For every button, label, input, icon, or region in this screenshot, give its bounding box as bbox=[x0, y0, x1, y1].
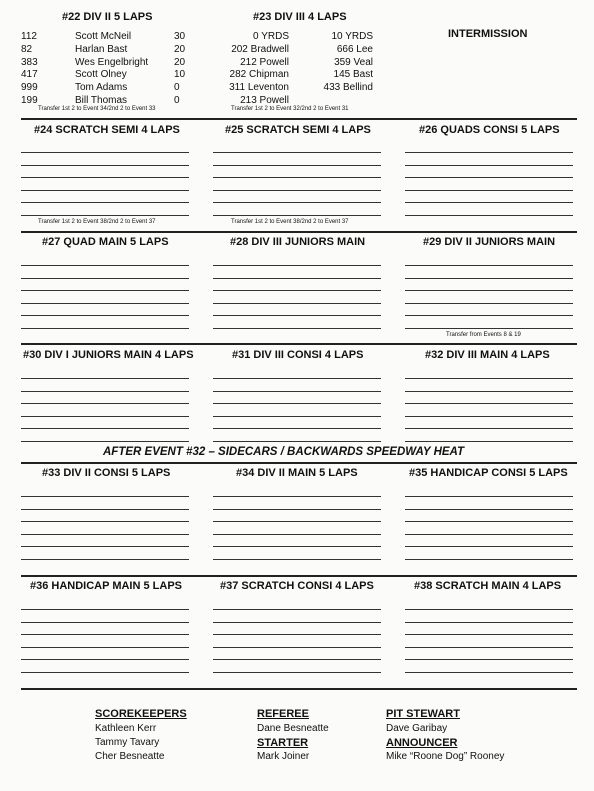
entry-line bbox=[213, 152, 381, 153]
event-23-rider: 359 Veal bbox=[334, 56, 373, 68]
starter-name: Mark Joiner bbox=[257, 751, 310, 762]
event-22-name: Bill Thomas bbox=[75, 95, 128, 106]
event-22-pts: 10 bbox=[174, 69, 186, 81]
referee-heading: REFEREE bbox=[257, 708, 309, 720]
entry-line bbox=[405, 403, 573, 404]
event-22-num: 82 bbox=[21, 43, 33, 55]
section-divider bbox=[21, 575, 577, 577]
entry-line bbox=[405, 672, 573, 673]
entry-line bbox=[405, 416, 573, 417]
entry-line bbox=[213, 403, 381, 404]
section-divider bbox=[21, 343, 577, 345]
after-event-notice: AFTER EVENT #32 – SIDECARS / BACKWARDS SPEEDWAY HEAT bbox=[103, 446, 465, 458]
event-23-rider: 10 YRDS bbox=[331, 31, 373, 42]
event-22-name: Tom Adams bbox=[75, 82, 128, 94]
entry-line bbox=[405, 609, 573, 610]
entry-line bbox=[21, 403, 189, 404]
scorekeeper-name: Cher Besneatte bbox=[95, 751, 165, 762]
entry-line bbox=[405, 265, 573, 266]
entry-line bbox=[213, 647, 381, 648]
entry-line bbox=[405, 391, 573, 392]
entry-line bbox=[21, 391, 189, 392]
event-23-rider: 282 Chipman bbox=[229, 69, 289, 81]
entry-line bbox=[213, 634, 381, 635]
event-23-rider: 213 Powell bbox=[240, 95, 289, 106]
event-23-rider: 212 Powell bbox=[240, 56, 289, 68]
entry-line bbox=[405, 190, 573, 191]
entry-line bbox=[213, 315, 381, 316]
entry-line bbox=[405, 659, 573, 660]
event-23-rider: 666 Lee bbox=[336, 43, 373, 55]
entry-line bbox=[213, 328, 381, 329]
event-22-pts: 0 bbox=[174, 82, 180, 94]
entry-line bbox=[213, 521, 381, 522]
event-22-num: 199 bbox=[21, 95, 38, 106]
event-31-title: #31 DIV III CONSI 4 LAPS bbox=[232, 349, 364, 361]
entry-line bbox=[405, 215, 573, 216]
event-25-title: #25 SCRATCH SEMI 4 LAPS bbox=[225, 124, 371, 136]
entry-line bbox=[405, 177, 573, 178]
entry-line bbox=[21, 202, 189, 203]
scorekeeper-name: Tammy Tavary bbox=[95, 737, 160, 748]
entry-line bbox=[21, 177, 189, 178]
announcer-name: Mike “Roone Dog” Rooney bbox=[386, 751, 505, 762]
event-37-title: #37 SCRATCH CONSI 4 LAPS bbox=[220, 580, 374, 592]
entry-line bbox=[405, 378, 573, 379]
entry-line bbox=[213, 190, 381, 191]
event-22-pts: 20 bbox=[174, 56, 186, 68]
event-22-num: 417 bbox=[21, 69, 38, 81]
event-23-rider: 145 Bast bbox=[333, 69, 373, 81]
entry-line bbox=[21, 152, 189, 153]
entry-line bbox=[21, 416, 189, 417]
entry-line bbox=[213, 428, 381, 429]
entry-line bbox=[213, 202, 381, 203]
entry-line bbox=[213, 378, 381, 379]
entry-line bbox=[21, 290, 189, 291]
event-27-title: #27 QUAD MAIN 5 LAPS bbox=[42, 236, 169, 248]
entry-line bbox=[213, 177, 381, 178]
event-23-rider: 0 YRDS bbox=[253, 31, 289, 42]
entry-line bbox=[21, 546, 189, 547]
section-divider bbox=[21, 231, 577, 233]
entry-line bbox=[213, 509, 381, 510]
entry-line bbox=[213, 391, 381, 392]
entry-line bbox=[405, 521, 573, 522]
entry-line bbox=[213, 290, 381, 291]
intermission-label: INTERMISSION bbox=[448, 28, 528, 40]
entry-line bbox=[21, 647, 189, 648]
entry-line bbox=[405, 202, 573, 203]
entry-line bbox=[213, 672, 381, 673]
event-22-pts: 20 bbox=[174, 43, 186, 55]
entry-line bbox=[213, 534, 381, 535]
announcer-heading: ANNOUNCER bbox=[386, 737, 458, 749]
event-22-pts: 0 bbox=[174, 95, 180, 106]
event-35-title: #35 HANDICAP CONSI 5 LAPS bbox=[409, 467, 568, 479]
event-23-rider: 311 Leventon bbox=[229, 82, 289, 94]
event-22-name: Wes Engelbright bbox=[75, 56, 149, 68]
event-24-title: #24 SCRATCH SEMI 4 LAPS bbox=[34, 124, 180, 136]
entry-line bbox=[21, 378, 189, 379]
entry-line bbox=[21, 521, 189, 522]
entry-line bbox=[405, 496, 573, 497]
entry-line bbox=[405, 634, 573, 635]
entry-line bbox=[213, 265, 381, 266]
entry-line bbox=[21, 672, 189, 673]
entry-line bbox=[21, 328, 189, 329]
entry-line bbox=[21, 496, 189, 497]
entry-line bbox=[21, 215, 189, 216]
entry-line bbox=[21, 622, 189, 623]
entry-line bbox=[405, 647, 573, 648]
entry-line bbox=[21, 634, 189, 635]
scorekeepers-heading: SCOREKEEPERS bbox=[95, 708, 187, 720]
entry-line bbox=[21, 534, 189, 535]
entry-line bbox=[21, 559, 189, 560]
entry-line bbox=[213, 278, 381, 279]
event-23-title: #23 DIV III 4 LAPS bbox=[253, 11, 347, 23]
entry-line bbox=[21, 315, 189, 316]
entry-line bbox=[405, 315, 573, 316]
event-36-title: #36 HANDICAP MAIN 5 LAPS bbox=[30, 580, 182, 592]
event-33-title: #33 DIV II CONSI 5 LAPS bbox=[42, 467, 171, 479]
entry-line bbox=[405, 622, 573, 623]
entry-line bbox=[21, 278, 189, 279]
event-22-num: 383 bbox=[21, 56, 38, 68]
referee-name: Dane Besneatte bbox=[257, 723, 329, 734]
section-divider bbox=[21, 118, 577, 120]
event-22-name: Scott Olney bbox=[75, 69, 127, 81]
event-22-title: #22 DIV II 5 LAPS bbox=[62, 11, 153, 23]
entry-line bbox=[21, 303, 189, 304]
entry-line bbox=[405, 278, 573, 279]
scorekeeper-name: Kathleen Kerr bbox=[95, 723, 157, 734]
event-25-transfer: Transfer 1st 2 to Event 38/2nd 2 to Event 37 bbox=[231, 219, 349, 225]
event-26-title: #26 QUADS CONSI 5 LAPS bbox=[419, 124, 560, 136]
entry-line bbox=[405, 546, 573, 547]
event-22-name: Scott McNeil bbox=[75, 31, 132, 42]
entry-line bbox=[213, 559, 381, 560]
entry-line bbox=[405, 559, 573, 560]
event-23-rider: 433 Bellind bbox=[323, 82, 373, 94]
entry-line bbox=[213, 546, 381, 547]
event-38-title: #38 SCRATCH MAIN 4 LAPS bbox=[414, 580, 562, 592]
event-30-title: #30 DIV I JUNIORS MAIN 4 LAPS bbox=[23, 349, 194, 361]
event-32-title: #32 DIV III MAIN 4 LAPS bbox=[425, 349, 550, 361]
entry-line bbox=[405, 152, 573, 153]
event-29-transfer: Transfer from Events 8 & 19 bbox=[446, 332, 521, 338]
entry-line bbox=[405, 509, 573, 510]
entry-line bbox=[21, 509, 189, 510]
event-22-transfer: Transfer 1st 2 to Event 34/2nd 2 to Event 33 bbox=[38, 106, 156, 112]
entry-line bbox=[213, 659, 381, 660]
entry-line bbox=[405, 290, 573, 291]
entry-line bbox=[213, 416, 381, 417]
entry-line bbox=[21, 428, 189, 429]
entry-line bbox=[21, 609, 189, 610]
entry-line bbox=[213, 165, 381, 166]
event-29-title: #29 DIV II JUNIORS MAIN bbox=[423, 236, 556, 248]
entry-line bbox=[405, 441, 573, 442]
entry-line bbox=[405, 328, 573, 329]
entry-line bbox=[21, 659, 189, 660]
event-34-title: #34 DIV II MAIN 5 LAPS bbox=[236, 467, 358, 479]
entry-line bbox=[21, 165, 189, 166]
entry-line bbox=[405, 303, 573, 304]
entry-line bbox=[405, 428, 573, 429]
entry-line bbox=[21, 190, 189, 191]
entry-line bbox=[21, 441, 189, 442]
entry-line bbox=[213, 215, 381, 216]
section-divider bbox=[21, 688, 577, 690]
event-23-rider: 202 Bradwell bbox=[231, 43, 289, 55]
event-24-transfer: Transfer 1st 2 to Event 38/2nd 2 to Event 37 bbox=[38, 219, 156, 225]
event-22-pts: 30 bbox=[174, 31, 186, 42]
starter-heading: STARTER bbox=[257, 737, 309, 749]
entry-line bbox=[213, 303, 381, 304]
event-28-title: #28 DIV III JUNIORS MAIN bbox=[230, 236, 366, 248]
pit-stewart-heading: PIT STEWART bbox=[386, 708, 460, 720]
event-22-num: 112 bbox=[21, 31, 37, 42]
entry-line bbox=[213, 441, 381, 442]
entry-line bbox=[213, 496, 381, 497]
event-22-num: 999 bbox=[21, 82, 38, 94]
section-divider bbox=[21, 462, 577, 464]
entry-line bbox=[21, 265, 189, 266]
entry-line bbox=[405, 534, 573, 535]
event-23-transfer: Transfer 1st 2 to Event 32/2nd 2 to Event 31 bbox=[231, 106, 349, 112]
pit-stewart-name: Dave Garibay bbox=[386, 723, 448, 734]
entry-line bbox=[213, 609, 381, 610]
entry-line bbox=[405, 165, 573, 166]
event-22-name: Harlan Bast bbox=[75, 43, 128, 55]
entry-line bbox=[213, 622, 381, 623]
